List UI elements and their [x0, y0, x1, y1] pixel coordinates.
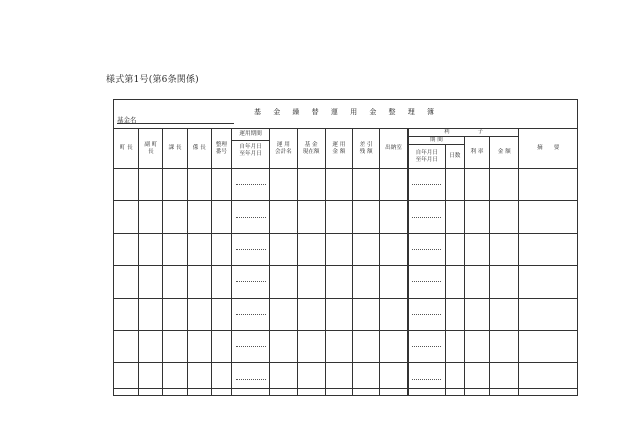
table-cell — [490, 169, 519, 201]
table-cell — [325, 201, 352, 233]
table-cell — [464, 330, 489, 362]
table-cell — [187, 266, 211, 298]
table-row — [114, 266, 578, 298]
table-cell — [270, 330, 297, 362]
table-cell — [231, 201, 269, 233]
table-cell — [490, 233, 519, 265]
table-cell — [490, 363, 519, 395]
table-cell — [211, 330, 231, 362]
table-cell — [464, 266, 489, 298]
dotted-divider — [236, 281, 266, 282]
table-cell — [464, 233, 489, 265]
table-row — [114, 233, 578, 265]
table-cell — [352, 330, 379, 362]
header-officer: 出納室 — [380, 129, 408, 169]
table-cell — [325, 363, 352, 395]
header-account: 運 用 会計名 — [270, 129, 297, 169]
table-cell — [325, 298, 352, 330]
header-staff-chief: 係 長 — [187, 129, 211, 169]
table-cell — [490, 201, 519, 233]
header-interest-amount: 金 額 — [490, 137, 519, 169]
header-period — [231, 129, 269, 169]
table-cell — [445, 330, 464, 362]
table-row — [114, 330, 578, 362]
header-mayor: 町 長 — [114, 129, 139, 169]
table-cell — [297, 298, 325, 330]
table-cell — [380, 201, 408, 233]
table-cell — [163, 201, 187, 233]
table-cell — [519, 298, 578, 330]
table-cell — [352, 201, 379, 233]
header-interest-period: 期 間 — [408, 137, 464, 145]
table-cell — [325, 169, 352, 201]
dotted-divider — [412, 249, 441, 250]
table-cell — [114, 169, 139, 201]
table-cell — [408, 266, 445, 298]
table-cell — [490, 330, 519, 362]
dotted-divider — [236, 184, 266, 185]
table-row — [114, 298, 578, 330]
dotted-divider — [236, 249, 266, 250]
table-cell — [352, 169, 379, 201]
table-cell — [139, 266, 163, 298]
table-cell — [270, 363, 297, 395]
table-cell — [163, 363, 187, 395]
table-cell — [490, 266, 519, 298]
table-cell — [163, 298, 187, 330]
table-cell — [297, 330, 325, 362]
table-cell — [352, 298, 379, 330]
table-cell — [231, 298, 269, 330]
table-cell — [211, 363, 231, 395]
table-cell — [270, 169, 297, 201]
table-cell — [408, 363, 445, 395]
dotted-divider — [236, 379, 266, 380]
table-cell — [408, 233, 445, 265]
header-deputy-mayor: 副 町 長 — [139, 129, 163, 169]
table-cell — [352, 266, 379, 298]
table-cell — [297, 266, 325, 298]
table-cell — [519, 169, 578, 201]
table-cell — [325, 330, 352, 362]
table-cell — [231, 330, 269, 362]
table-cell — [352, 363, 379, 395]
ledger-frame — [113, 99, 578, 389]
table-cell — [139, 169, 163, 201]
header-balance: 基 金 現在額 — [297, 129, 325, 169]
table-cell — [519, 330, 578, 362]
table-cell — [211, 201, 231, 233]
table-cell — [380, 233, 408, 265]
table-cell — [211, 298, 231, 330]
table-cell — [464, 201, 489, 233]
table-cell — [297, 233, 325, 265]
table-cell — [380, 169, 408, 201]
dotted-divider — [412, 184, 441, 185]
header-remaining: 差 引 残 額 — [352, 129, 379, 169]
table-row — [114, 201, 578, 233]
table-cell — [187, 363, 211, 395]
table-cell — [114, 233, 139, 265]
table-cell — [187, 233, 211, 265]
table-cell — [464, 298, 489, 330]
table-cell — [519, 266, 578, 298]
table-cell — [270, 266, 297, 298]
document-title: 基 金 繰 替 運 用 金 整 理 簿 — [253, 108, 438, 116]
table-cell — [519, 233, 578, 265]
table-cell — [380, 330, 408, 362]
table-cell — [445, 201, 464, 233]
table-cell — [408, 169, 445, 201]
dotted-divider — [412, 217, 441, 218]
table-cell — [445, 266, 464, 298]
table-cell — [352, 233, 379, 265]
table-cell — [270, 298, 297, 330]
table-cell — [231, 169, 269, 201]
header-period-range: 自年月日 至年月日 — [239, 143, 262, 157]
table-cell — [408, 201, 445, 233]
table-cell — [139, 330, 163, 362]
table-cell — [408, 330, 445, 362]
dotted-divider — [412, 379, 441, 380]
table-cell — [490, 298, 519, 330]
header-remarks: 摘 要 — [519, 129, 578, 169]
table-cell — [231, 233, 269, 265]
table-cell — [297, 169, 325, 201]
table-cell — [380, 298, 408, 330]
table-cell — [187, 201, 211, 233]
table-cell — [114, 330, 139, 362]
table-cell — [163, 233, 187, 265]
fund-name-line — [117, 123, 234, 124]
table-cell — [163, 169, 187, 201]
table-cell — [114, 266, 139, 298]
table-cell — [139, 201, 163, 233]
table-cell — [139, 298, 163, 330]
table-cell — [211, 233, 231, 265]
dotted-divider — [412, 346, 441, 347]
table-cell — [519, 363, 578, 395]
table-cell — [231, 266, 269, 298]
header-days: 日数 — [445, 145, 464, 169]
dotted-divider — [236, 314, 266, 315]
table-cell — [231, 363, 269, 395]
table-cell — [325, 233, 352, 265]
table-cell — [163, 266, 187, 298]
dotted-divider — [412, 281, 441, 282]
dotted-divider — [412, 314, 441, 315]
table-cell — [519, 201, 578, 233]
header-rate: 利 率 — [464, 137, 489, 169]
dotted-divider — [236, 346, 266, 347]
table-cell — [445, 363, 464, 395]
header-period-title: 運用期間 — [232, 129, 269, 141]
table-cell — [445, 233, 464, 265]
table-cell — [270, 233, 297, 265]
form-label: 様式第1号(第6条関係) — [106, 75, 199, 85]
header-section-chief: 課 長 — [163, 129, 187, 169]
fund-name-label: 基金名 — [117, 116, 137, 124]
table-cell — [408, 298, 445, 330]
table-cell — [114, 201, 139, 233]
table-cell — [445, 169, 464, 201]
header-interest-range: 自年月日 至年月日 — [408, 145, 445, 169]
table-cell — [211, 266, 231, 298]
header-interest: 利 子 — [408, 129, 519, 137]
table-cell — [211, 169, 231, 201]
table-row — [114, 363, 578, 395]
table-cell — [445, 298, 464, 330]
dotted-divider — [236, 217, 266, 218]
table-cell — [464, 169, 489, 201]
table-cell — [139, 363, 163, 395]
table-cell — [114, 298, 139, 330]
table-cell — [114, 363, 139, 395]
table-cell — [139, 233, 163, 265]
table-cell — [187, 169, 211, 201]
table-cell — [270, 201, 297, 233]
header-ref-number: 整理 番号 — [211, 129, 231, 169]
table-cell — [187, 298, 211, 330]
table-cell — [380, 266, 408, 298]
table-cell — [163, 330, 187, 362]
table-cell — [297, 363, 325, 395]
table-cell — [464, 363, 489, 395]
table-cell — [187, 330, 211, 362]
table-row — [114, 169, 578, 201]
ledger-table — [113, 128, 578, 396]
table-cell — [297, 201, 325, 233]
table-cell — [325, 266, 352, 298]
header-amount: 運 用 金 額 — [325, 129, 352, 169]
table-cell — [380, 363, 408, 395]
